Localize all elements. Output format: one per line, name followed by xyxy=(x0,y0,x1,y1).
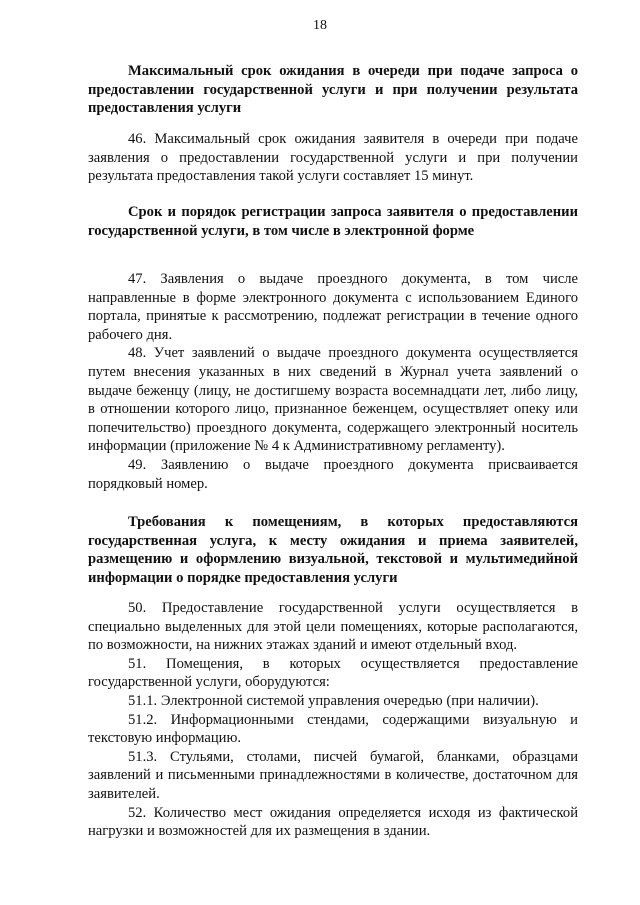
paragraph-51-2: 51.2. Информационными стендами, содержащими визуальную и текстовую информацию. xyxy=(88,711,578,747)
paragraph-49: 49. Заявлению о выдаче проездного документа присваивается порядковый номер. xyxy=(88,456,578,492)
paragraph-46: 46. Максимальный срок ожидания заявителя в очереди при подаче заявления о предоставлении государственной услуги и при получении результата предоставления такой услуги составляет 15 минут. xyxy=(88,131,578,185)
paragraph-51-1: 51.1. Электронной системой управления очередью (при наличии). xyxy=(128,692,539,709)
section-heading-registration xyxy=(88,203,578,240)
section-heading: Требования к помещениям, в которых предоставляются государственная услуга, к месту ожидания и приема заявителей, размещению и оформлению визуальной, текстовой и мультимедийной информации о порядке предоставления услуги xyxy=(88,514,578,586)
section-body-waiting-time xyxy=(88,130,578,186)
paragraph-50: 50. Предоставление государственной услуги осуществляется в специально выделенных для этой цели помещениях, которые располагаются, по возможности, на нижних этажах зданий и имеют отдельный вход. xyxy=(88,600,578,654)
paragraph-47: 47. Заявления о выдаче проездного документа, в том числе направленные в форме электронного документа с использованием Единого портала, принятые к рассмотрению, подлежат регистрации в течение одного рабочего дня. xyxy=(88,271,578,343)
section-body-premises xyxy=(88,599,578,841)
section-heading-waiting-time xyxy=(88,62,578,118)
section-heading: Максимальный срок ожидания в очереди при подаче запроса о предоставлении государственной услуги и при получении результата предоставления услуги xyxy=(88,63,578,116)
section-heading: Срок и порядок регистрации запроса заявителя о предоставлении государственной услуги, в том числе в электронной форме xyxy=(88,204,578,239)
paragraph-48: 48. Учет заявлений о выдаче проездного документа осуществляется путем внесения указанных в них сведений в Журнал учета заявлений о выдаче беженцу (лицу, не достигшему возраста восемнадцати лет, либо лицу, в отношении которого лицо, признанное беженцем, осуществляет опеку или попечительство) проездного документа, содержащего электронный носитель информации (приложение № 4 к Административному регламенту). xyxy=(88,345,578,455)
section-body-registration xyxy=(88,270,578,493)
page-number: 18 xyxy=(313,18,327,33)
paragraph-51-3: 51.3. Стульями, столами, писчей бумагой, бланками, образцами заявлений и письменными принадлежностями в количестве, достаточном для заявителей. xyxy=(88,748,578,802)
paragraph-51: 51. Помещения, в которых осуществляется предоставление государственной услуги, оборудуются: xyxy=(88,655,578,691)
section-heading-premises xyxy=(88,513,578,587)
paragraph-52: 52. Количество мест ожидания определяется исходя из фактической нагрузки и возможностей для их размещения в здании. xyxy=(88,804,578,840)
